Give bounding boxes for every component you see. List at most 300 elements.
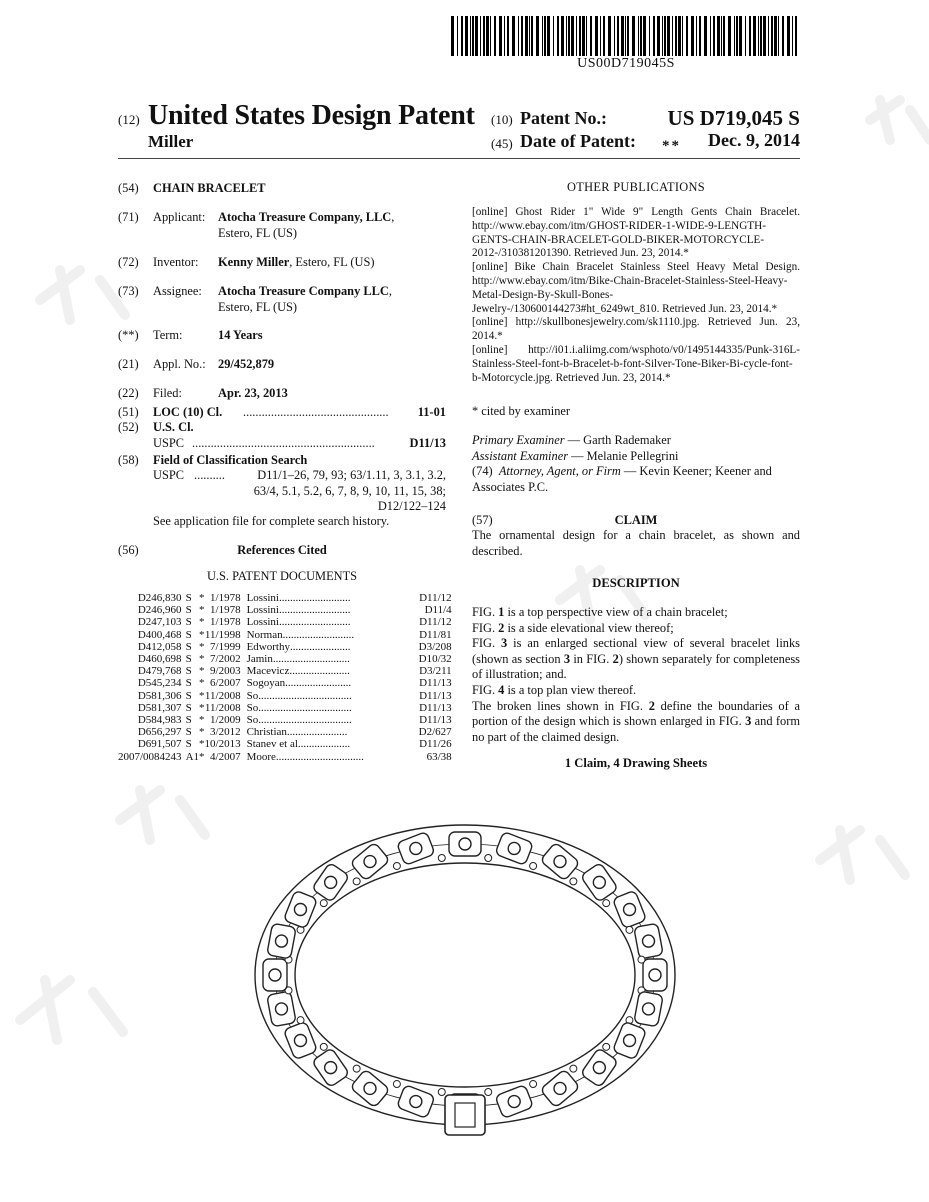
reference-kind: S	[185, 701, 192, 714]
reference-class: D2/627	[418, 726, 452, 739]
reference-name: Edworthy......................	[247, 641, 419, 653]
invention-title: CHAIN BRACELET	[153, 181, 266, 195]
reference-kind: S	[185, 714, 192, 727]
filed-date: Apr. 23, 2013	[218, 386, 288, 400]
reference-row	[118, 702, 452, 714]
barcode-bar	[472, 16, 474, 56]
date-label: Date of Patent:	[520, 131, 636, 151]
reference-name: Christian......................	[247, 726, 419, 738]
barcode-bar	[518, 16, 519, 56]
barcode-bar	[483, 16, 485, 56]
reference-number: D581,306	[137, 689, 182, 702]
reference-row	[118, 714, 452, 726]
link-rivet	[643, 935, 655, 947]
reference-name: Norman..........................	[247, 629, 419, 641]
barcode-bar	[465, 16, 468, 56]
reference-name: Macevicz......................	[247, 665, 419, 677]
link-rivet	[410, 842, 422, 854]
field-code: (22)	[118, 386, 139, 400]
leader-dots: ..................................	[258, 689, 352, 702]
reference-date: 1/1978	[210, 604, 241, 617]
reference-class: D11/12	[419, 616, 452, 629]
barcode-bar	[504, 16, 505, 56]
barcode-bar	[782, 16, 784, 56]
reference-class: D3/211	[419, 665, 452, 678]
reference-date: 11/2008	[204, 689, 241, 702]
separator: ,	[388, 284, 392, 298]
field-label: U.S. Cl.	[153, 420, 194, 434]
primary-examiner-name: — Garth Rademaker	[564, 433, 671, 447]
reference-star: *	[199, 701, 205, 714]
barcode-bar	[675, 16, 677, 56]
link-rivet	[364, 856, 376, 868]
link-bead	[530, 1081, 537, 1088]
link-rivet	[649, 969, 661, 981]
barcode-bar	[595, 16, 598, 56]
field-code: (72)	[118, 255, 139, 269]
reference-date: 9/2003	[210, 665, 241, 678]
reference-date: 6/2007	[210, 677, 241, 690]
publication-entry: [online] Bike Chain Bracelet Stainless Steel Heavy Metal Design. http://www.ebay.com/itm/Bike-Chain-Bracelet-Stainless-Steel-Heavy-Metal-Design-By-Skull-Bones-Jewelry-/130600144273#ht_6249wt_810. Retrieved Jun. 23, 2014.*	[472, 261, 800, 315]
description-text	[472, 605, 800, 745]
reference-star: *	[199, 628, 205, 641]
link-rivet	[410, 1096, 422, 1108]
barcode-bar	[792, 16, 793, 56]
reference-number: D460,698	[137, 653, 182, 666]
barcode-bar	[657, 16, 660, 56]
reference-class: D11/13	[419, 701, 452, 714]
barcode-bar	[600, 16, 601, 56]
reference-name: Lossini..........................	[247, 592, 419, 604]
claim-text: The ornamental design for a chain bracelet, as shown and described.	[472, 528, 800, 558]
reference-kind: S	[185, 677, 192, 690]
link-bead	[570, 1065, 577, 1072]
field-code: (73)	[118, 284, 139, 298]
reference-row	[118, 653, 452, 665]
reference-name: So..................................	[247, 690, 419, 702]
reference-number: D246,830	[137, 592, 182, 604]
link-bead	[438, 1088, 445, 1095]
reference-name: Lossini..........................	[247, 604, 419, 616]
inventor-city: , Estero, FL (US)	[289, 255, 375, 269]
examiners	[472, 433, 800, 495]
reference-number: D246,960	[137, 604, 182, 617]
barcode-bar	[758, 16, 759, 56]
barcode-bar	[774, 16, 777, 56]
bracelet-inner-edge	[295, 863, 635, 1087]
link-rivet	[294, 904, 306, 916]
reference-star: *	[199, 750, 205, 763]
leader-dots: ..................	[300, 738, 351, 751]
fig-description: FIG. 2 is a side elevational view thereof;	[472, 620, 674, 635]
fig-description: FIG. 3 is an enlarged sectional view of several bracelet links (shown as section 3 in FIG. 2) shown separately for completeness of illustration; and.	[472, 636, 800, 682]
barcode-bar	[608, 16, 611, 56]
link-rivet	[508, 1096, 520, 1108]
title-code: (12)	[118, 112, 140, 127]
barcode-bar	[480, 16, 481, 56]
barcode-bar	[787, 16, 790, 56]
reference-row	[118, 665, 452, 677]
barcode-bar	[625, 16, 626, 56]
reference-date: 1/1978	[210, 592, 241, 604]
reference-row	[118, 604, 452, 616]
barcode-bar	[653, 16, 655, 56]
field-label: Inventor:	[153, 255, 199, 269]
barcode-bar	[536, 16, 539, 56]
barcode-bar	[617, 16, 619, 56]
reference-star: *	[199, 604, 205, 617]
reference-row	[118, 616, 452, 628]
link-rivet	[554, 1082, 566, 1094]
link-rivet	[325, 876, 337, 888]
reference-number: D545,234	[137, 677, 182, 690]
reference-name: Moore................................	[247, 751, 419, 763]
link-bead	[485, 855, 492, 862]
field-label: USPC	[153, 468, 184, 482]
reference-star: *	[199, 714, 205, 727]
attorney	[472, 464, 800, 495]
field-code: (**)	[118, 328, 139, 342]
barcode-bar	[778, 16, 779, 56]
field-note: See application file for complete search history.	[153, 514, 390, 528]
barcode-bar	[662, 16, 663, 56]
reference-class: D10/32	[418, 653, 452, 666]
barcode-bar	[745, 16, 746, 56]
barcode-bar	[494, 16, 496, 56]
barcode-bar	[586, 16, 587, 56]
barcode-bar	[713, 16, 715, 56]
inventor-name: Kenny Miller	[218, 255, 290, 269]
reference-class: D11/4	[424, 604, 452, 617]
reference-name: So..................................	[247, 702, 419, 714]
reference-date: 3/2012	[210, 726, 241, 739]
link-rivet	[643, 1003, 655, 1015]
field-label: Field of Classification Search	[153, 453, 308, 467]
link-bead	[393, 862, 400, 869]
reference-kind: S	[185, 653, 192, 666]
link-bead	[638, 956, 645, 963]
reference-star: *	[199, 653, 205, 666]
reference-kind: S	[185, 665, 192, 678]
field-label: Assignee:	[153, 284, 202, 298]
patent-no-label: Patent No.:	[520, 108, 607, 128]
claim-code: (57)	[472, 513, 493, 527]
field-label: Applicant:	[153, 210, 206, 224]
reference-row	[118, 690, 452, 702]
barcode-bar	[649, 16, 650, 56]
barcode-bar	[699, 16, 701, 56]
reference-kind: S	[185, 689, 192, 702]
reference-class: D3/208	[418, 640, 452, 653]
barcode-bar	[579, 16, 581, 56]
link-rivet	[269, 969, 281, 981]
field-code: (58)	[118, 453, 139, 467]
reference-row	[118, 726, 452, 738]
reference-number: D479,768	[137, 665, 182, 678]
link-rivet	[554, 856, 566, 868]
description-title: DESCRIPTION	[592, 576, 680, 590]
link-bead	[530, 862, 537, 869]
attorney-name: — Kevin Keener; Keener and Associates P.C.	[472, 464, 772, 494]
fig-description: FIG. 4 is a top plan view thereof.	[472, 682, 637, 697]
barcode-bar	[632, 16, 635, 56]
link-rivet	[294, 1035, 306, 1047]
field-line: D11/1–26, 79, 93; 63/1.11, 3, 3.1, 3.2,	[257, 468, 446, 482]
field-code: (54)	[118, 181, 139, 195]
leader-dots: ..........................	[282, 628, 355, 641]
barcode-bar	[512, 16, 515, 56]
leader-dots: ........................	[285, 677, 352, 690]
reference-row	[118, 677, 452, 689]
separator: ,	[391, 210, 395, 224]
barcode-bar	[717, 16, 720, 56]
leader-dots: ......................	[286, 726, 348, 739]
fig-description: FIG. 1 is a top perspective view of a chain bracelet;	[472, 605, 728, 619]
chain-bracelet-drawing	[230, 810, 700, 1140]
reference-name: Stanev et al...................	[247, 738, 419, 750]
reference-number: D656,297	[137, 726, 182, 739]
link-bead	[320, 900, 327, 907]
reference-kind: S	[185, 616, 192, 629]
field-label: Filed:	[153, 386, 182, 400]
leader-dots: ..................................	[258, 701, 352, 714]
reference-number: D247,103	[137, 616, 182, 629]
barcode-bar	[582, 16, 585, 56]
reference-class: D11/81	[419, 628, 452, 641]
reference-star: *	[199, 640, 205, 653]
reference-number: D412,058	[137, 640, 182, 653]
reference-class: D11/26	[419, 738, 452, 751]
barcode-bar	[739, 16, 742, 56]
barcode-bar	[576, 16, 577, 56]
link-bead	[603, 900, 610, 907]
link-bead	[570, 878, 577, 885]
leader-dots: ...............................................	[243, 405, 389, 419]
publication-entry: [online] Ghost Rider 1" Wide 9" Length Gents Chain Bracelet. http://www.ebay.com/itm/GHOST-RIDER-1-WIDE-9-LENGTH-GENTS-CHAIN-BRACELET-GOLD-BIKER-MOTORCYCLE-2012-/310381201390. Retrieved Jun. 23, 2014.*	[472, 206, 800, 260]
inventor-surname: Miller	[148, 132, 194, 151]
reference-number: D400,468	[137, 628, 182, 641]
field-label: Appl. No.:	[153, 357, 206, 371]
field-label: USPC	[153, 436, 184, 450]
reference-class: D11/13	[419, 689, 452, 702]
link-bead	[485, 1088, 492, 1095]
field-line: 63/4, 5.1, 5.2, 6, 7, 8, 9, 10, 11, 15, 38;	[253, 484, 446, 498]
reference-class: 63/38	[426, 750, 452, 763]
barcode-bar	[621, 16, 624, 56]
reference-kind: S	[185, 738, 192, 751]
field-code: (51)	[118, 405, 139, 419]
other-publications-title: OTHER PUBLICATIONS	[567, 180, 705, 194]
reference-date: 11/1998	[204, 628, 241, 641]
barcode	[451, 16, 801, 56]
barcode-bar	[470, 16, 471, 56]
barcode-bar	[553, 16, 554, 56]
barcode-bar	[667, 16, 670, 56]
primary-examiner-label: Primary Examiner	[472, 433, 565, 447]
field-code: (52)	[118, 420, 139, 434]
reference-date: 10/2013	[204, 738, 241, 751]
barcode-bar	[521, 16, 523, 56]
barcode-bar	[475, 16, 478, 56]
reference-row	[118, 738, 452, 750]
link-bead	[353, 878, 360, 885]
leader-dots: ......................	[289, 665, 350, 678]
cited-by-examiner: * cited by examiner	[472, 404, 571, 418]
reference-name: Jamin............................	[247, 653, 419, 665]
link-rivet	[275, 1003, 287, 1015]
barcode-bar	[734, 16, 735, 56]
barcode-bar	[638, 16, 639, 56]
barcode-bar	[760, 16, 762, 56]
link-bead	[297, 1017, 304, 1024]
barcode-bar	[499, 16, 502, 56]
barcode-bar	[571, 16, 574, 56]
us-docs-title: U.S. PATENT DOCUMENTS	[206, 569, 358, 583]
reference-row	[118, 641, 452, 653]
header-divider	[118, 158, 800, 159]
leader-dots: ................................	[275, 750, 364, 763]
reference-row	[118, 592, 452, 604]
link-rivet	[624, 1035, 636, 1047]
other-publications-list	[472, 206, 800, 385]
barcode-bar	[542, 16, 543, 56]
references-table	[118, 592, 452, 763]
leader-dots: ..........	[194, 468, 225, 482]
reference-class: D11/13	[419, 677, 452, 690]
barcode-bar	[461, 16, 463, 56]
reference-class: D11/13	[419, 714, 452, 727]
term-value: 14 Years	[218, 328, 263, 342]
reference-number: D581,307	[137, 701, 182, 714]
reference-star: *	[199, 592, 205, 604]
link-rivet	[459, 838, 471, 850]
assistant-examiner-label: Assistant Examiner	[472, 448, 569, 463]
barcode-bar	[507, 16, 509, 56]
barcode-bar	[728, 16, 731, 56]
link-bead	[626, 926, 633, 933]
date-code: (45)	[491, 136, 513, 151]
reference-number: 2007/0084243	[118, 750, 182, 763]
claim-title: CLAIM	[614, 513, 658, 527]
link-bead	[393, 1081, 400, 1088]
barcode-bar	[664, 16, 666, 56]
link-rivet	[275, 935, 287, 947]
field-label: LOC (10) Cl.	[153, 405, 223, 419]
patent-date: Dec. 9, 2014	[708, 130, 800, 150]
barcode-bar	[561, 16, 564, 56]
barcode-bar	[682, 16, 683, 56]
reference-date: 1/2009	[210, 714, 241, 727]
link-bead	[353, 1065, 360, 1072]
attorney-label: Attorney, Agent, or Firm	[498, 464, 621, 479]
reference-date: 7/2002	[210, 653, 241, 666]
barcode-bar	[753, 16, 756, 56]
reference-row	[118, 751, 452, 763]
reference-kind: A1	[185, 750, 200, 763]
reference-kind: S	[185, 604, 192, 617]
barcode-bar	[723, 16, 725, 56]
appl-number: 29/452,879	[218, 357, 275, 371]
barcode-bar	[704, 16, 707, 56]
reference-number: D691,507	[137, 738, 182, 751]
reference-name: So..................................	[247, 714, 419, 726]
leader-dots: ..........................	[278, 616, 351, 629]
barcode-bar	[736, 16, 738, 56]
barcode-bar	[710, 16, 711, 56]
applicant-city: Estero, FL (US)	[218, 226, 298, 240]
barcode-bar	[614, 16, 615, 56]
field-code: (56)	[118, 543, 139, 557]
barcode-bar	[457, 16, 458, 56]
link-bead	[320, 1043, 327, 1050]
publication-entry: [online] http://i01.i.aliimg.com/wsphoto/v0/1495144335/Punk-316L-Stainless-Steel-font-b-Bracelet-b-font-Silver-Tone-Biker-Bi-cycle-font-b-Motorcycle.jpg. Retrieved Jun. 23, 2014.*	[472, 343, 800, 384]
barcode-bar	[678, 16, 681, 56]
link-rivet	[624, 904, 636, 916]
reference-number: D584,983	[137, 714, 182, 727]
patent-title-heading: United States Design Patent	[148, 100, 475, 131]
barcode-number: US00D719045S	[577, 56, 675, 71]
field-code: (71)	[118, 210, 139, 224]
patent-no-code: (10)	[491, 112, 513, 127]
barcode-bar	[566, 16, 567, 56]
link-rivet	[364, 1082, 376, 1094]
claims-sheets: 1 Claim, 4 Drawing Sheets	[564, 756, 708, 770]
reference-star: *	[199, 738, 205, 751]
leader-dots: ..................................	[258, 714, 352, 727]
barcode-bar	[768, 16, 769, 56]
barcode-bar	[544, 16, 546, 56]
link-rivet	[325, 1062, 337, 1074]
barcode-bar	[557, 16, 559, 56]
clasp-inner	[455, 1103, 475, 1127]
assignee-name: Atocha Treasure Company LLC	[218, 284, 389, 298]
barcode-bar	[486, 16, 489, 56]
reference-name: Sogoyan........................	[247, 677, 419, 689]
leader-dots: ............................	[272, 653, 350, 666]
barcode-bar	[547, 16, 550, 56]
reference-class: D11/12	[419, 592, 452, 604]
barcode-bar	[531, 16, 533, 56]
reference-star: *	[199, 689, 205, 702]
reference-kind: S	[185, 628, 192, 641]
reference-date: 7/1999	[210, 640, 241, 653]
leader-dots: ..........................	[278, 604, 351, 617]
reference-kind: S	[185, 640, 192, 653]
barcode-bar	[749, 16, 751, 56]
date-stars: **	[662, 138, 681, 154]
barcode-bar	[696, 16, 697, 56]
loc-value: 11-01	[417, 405, 446, 419]
reference-kind: S	[185, 592, 192, 604]
reference-date: 1/1978	[210, 616, 241, 629]
barcode-bar	[763, 16, 766, 56]
barcode-bar	[603, 16, 605, 56]
barcode-bar	[525, 16, 528, 56]
reference-star: *	[199, 616, 205, 629]
barcode-bar	[451, 16, 454, 56]
broken-lines-note: The broken lines shown in FIG. 2 define the boundaries of a portion of the design which is shown enlarged in FIG. 3 and form no part of the claimed design.	[472, 698, 801, 744]
barcode-bar	[640, 16, 642, 56]
link-rivet	[508, 842, 520, 854]
assignee-city: Estero, FL (US)	[218, 300, 298, 314]
barcode-bar	[568, 16, 570, 56]
barcode-bar	[721, 16, 722, 56]
reference-name: Lossini..........................	[247, 616, 419, 628]
field-line: D12/122–124	[377, 499, 446, 513]
barcode-bar	[627, 16, 629, 56]
barcode-bar	[672, 16, 673, 56]
barcode-bar	[771, 16, 773, 56]
